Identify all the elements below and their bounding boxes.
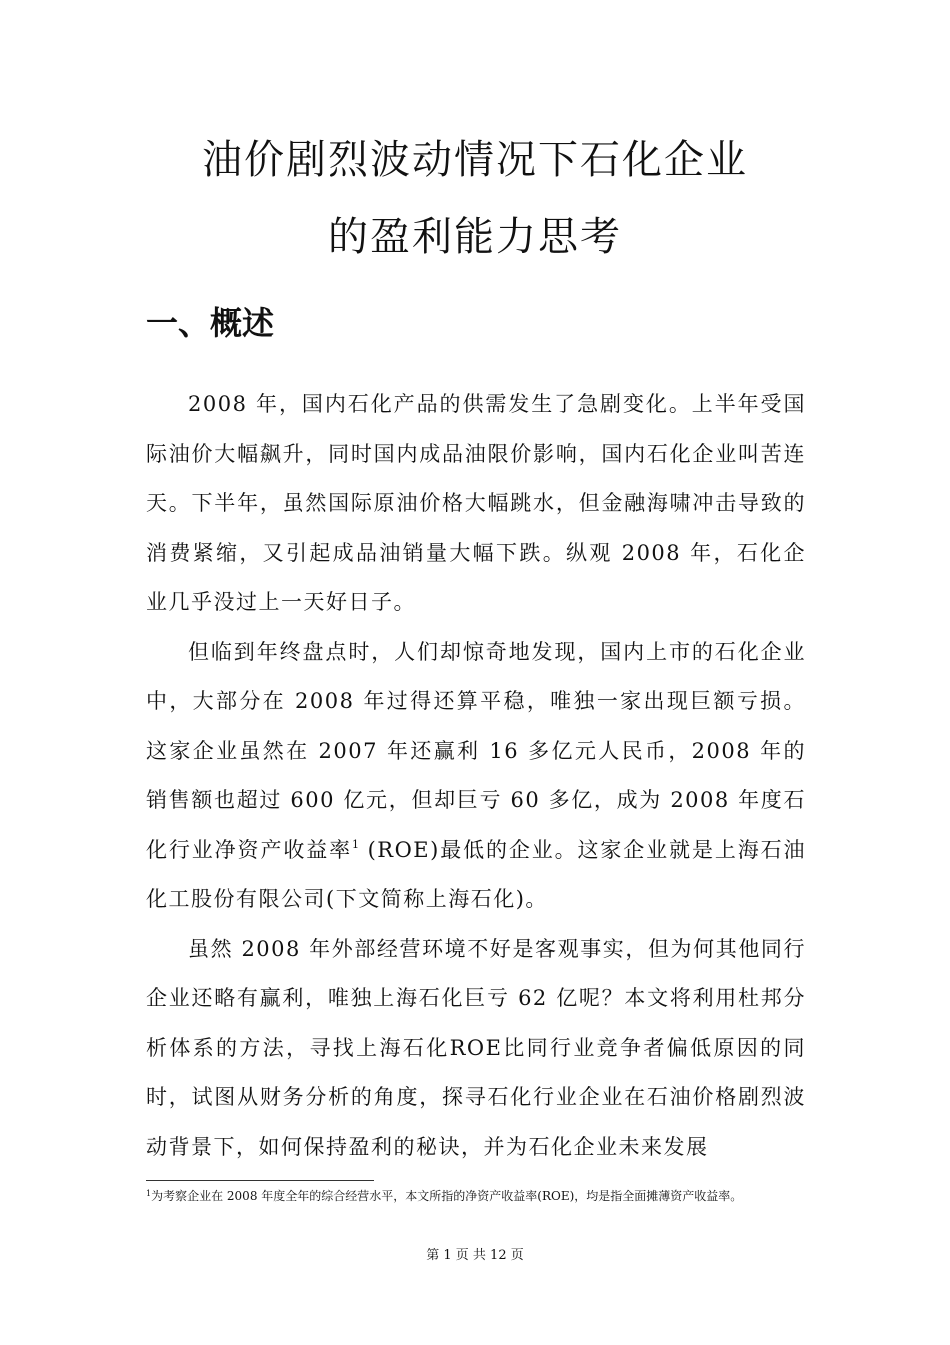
paragraph-2-part-2: (ROE)最低的企业。这家企业就是上海石油化工股份有限公司(下文简称上海石化)。 — [146, 837, 807, 911]
footnote — [146, 1187, 808, 1205]
body-text — [146, 380, 806, 1172]
paragraph-2-part-1: 但临到年终盘点时，人们却惊奇地发现，国内上市的石化企业中，大部分在 2008 年过得还算平稳，唯独一家出现巨额亏损。这家企业虽然在 2007 年还赢利 16 多亿元人民币，2008 年的销售额也超过 600 亿元，但却巨亏 60 多亿，成为 2008 年度石化行业净资产收益率 — [146, 639, 806, 862]
paragraph-3: 虽然 2008 年外部经营环境不好是客观事实，但为何其他同行企业还略有赢利，唯独上海石化巨亏 62 亿呢？本文将利用杜邦分析体系的方法，寻找上海石化ROE比同行业竞争者偏低原因的同时，试图从财务分析的角度，探寻石化行业企业在石油价格剧烈波动背景下，如何保持盈利的秘诀，并为石化企业未来发展 — [146, 936, 806, 1159]
document-title-line-2: 的盈利能力思考 — [328, 214, 622, 260]
paragraph-2 — [146, 628, 806, 925]
paragraph-1: 2008 年，国内石化产品的供需发生了急剧变化。上半年受国际油价大幅飙升，同时国内成品油限价影响，国内石化企业叫苦连天。下半年，虽然国际原油价格大幅跳水，但金融海啸冲击导致的消费紧缩，又引起成品油销量大幅下跌。纵观 2008 年，石化企业几乎没过上一天好日子。 — [146, 392, 806, 614]
footnote-reference[interactable]: 1 — [352, 837, 359, 851]
footnote-separator — [146, 1180, 374, 1181]
section-heading: 一、概述 — [146, 304, 275, 342]
page-number: 第 1 页 共 12 页 — [426, 1248, 524, 1263]
document-title-line-1: 油价剧烈波动情况下石化企业 — [202, 137, 748, 183]
footnote-text: 为考察企业在 2008 年度全年的综合经营水平，本文所指的净资产收益率(ROE)，均是指全面摊薄资产收益率。 — [151, 1189, 743, 1203]
footnote-mark: 1 — [146, 1189, 152, 1198]
